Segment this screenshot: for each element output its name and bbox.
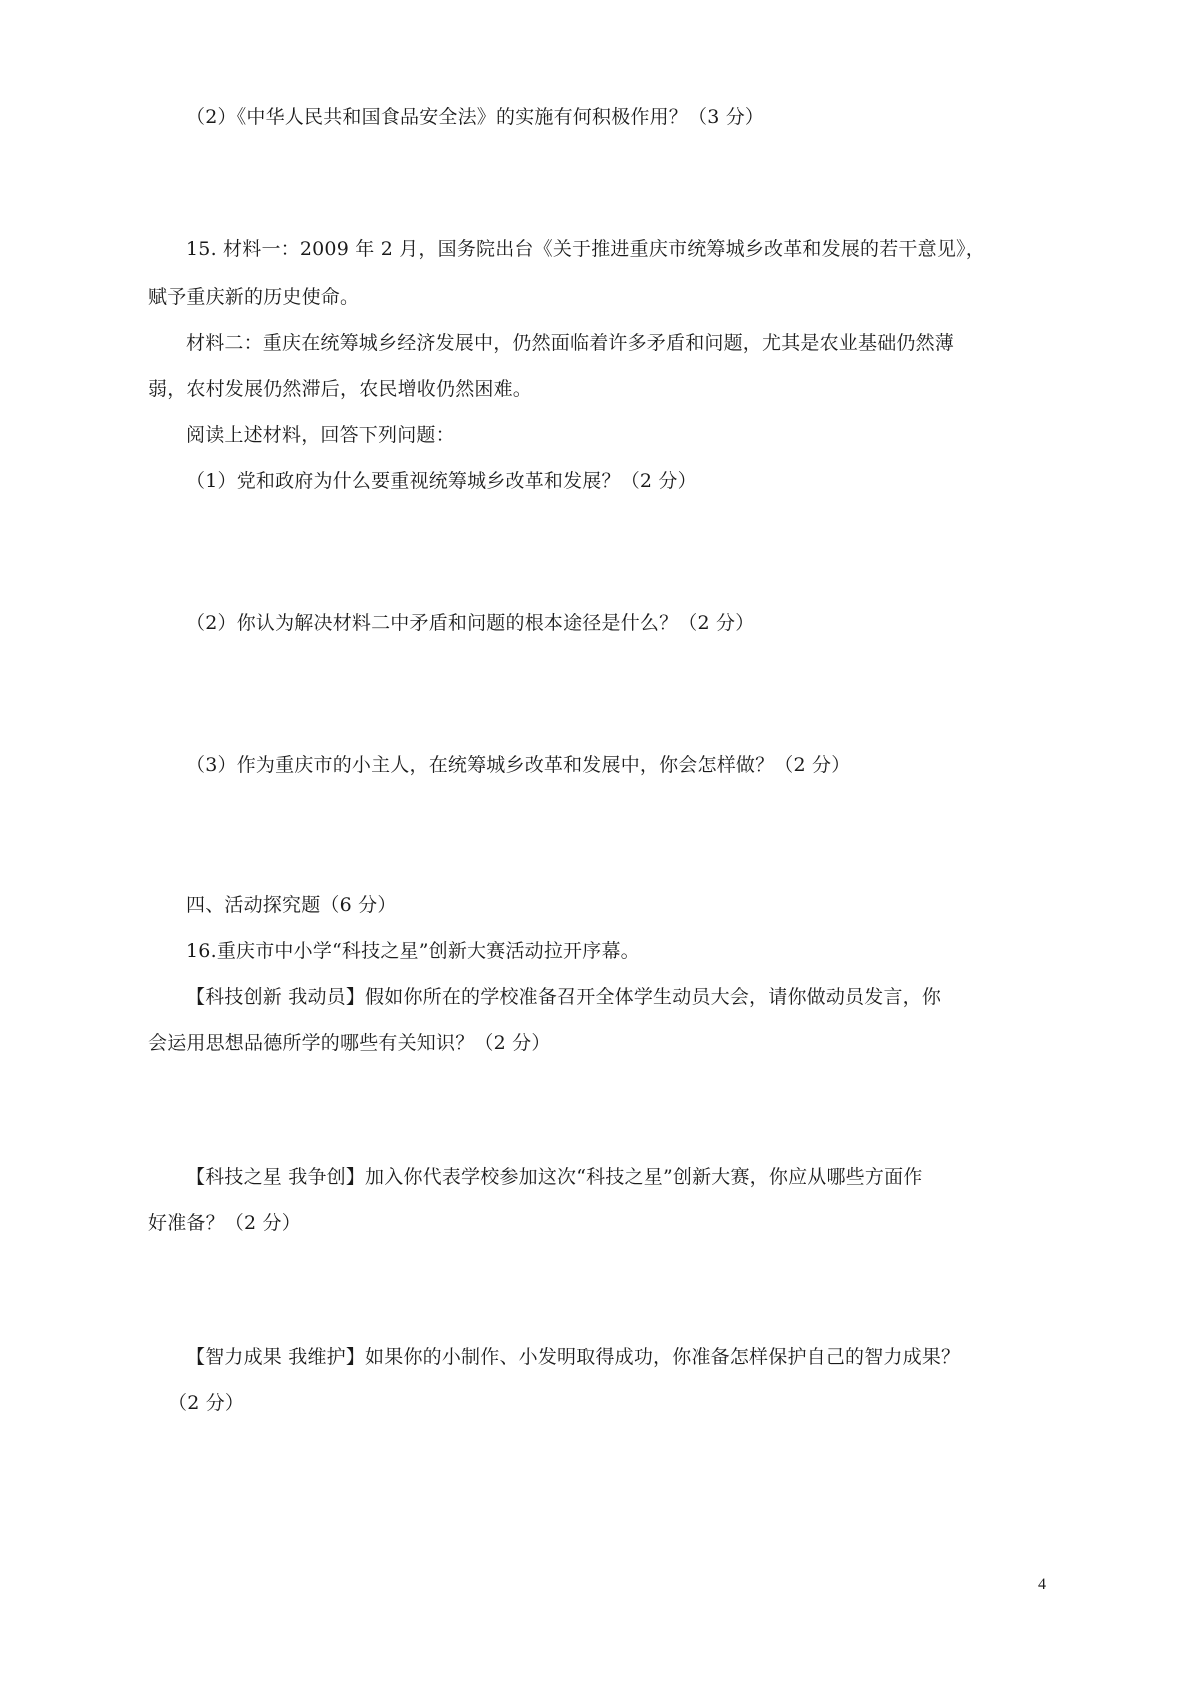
q15-part1: （1）党和政府为什么要重视统筹城乡改革和发展？（2 分）	[186, 470, 697, 492]
q15-material1-line1: 15. 材料一：2009 年 2 月，国务院出台《关于推进重庆市统筹城乡改革和发展的若干意见》，	[186, 238, 985, 260]
q16-item2-line1: 【科技之星 我争创】加入你代表学校参加这次“科技之星”创新大赛，你应从哪些方面作	[186, 1166, 923, 1188]
q16-item3-line2: （2 分）	[168, 1392, 245, 1414]
section4-heading: 四、活动探究题（6 分）	[186, 894, 397, 916]
q16-item3-line1: 【智力成果 我维护】如果你的小制作、小发明取得成功，你准备怎样保护自己的智力成果？	[186, 1346, 961, 1368]
q15-part3: （3）作为重庆市的小主人，在统筹城乡改革和发展中，你会怎样做？（2 分）	[186, 754, 851, 776]
q15-material1-line2: 赋予重庆新的历史使命。	[148, 286, 360, 308]
page-number: 4	[1038, 1576, 1046, 1593]
q15-part2: （2）你认为解决材料二中矛盾和问题的根本途径是什么？（2 分）	[186, 612, 755, 634]
q15-material2-line2: 弱，农村发展仍然滞后，农民增收仍然困难。	[148, 378, 533, 400]
q15-material2-line1: 材料二：重庆在统筹城乡经济发展中，仍然面临着许多矛盾和问题，尤其是农业基础仍然薄	[186, 332, 955, 354]
q16-item1-line1: 【科技创新 我动员】假如你所在的学校准备召开全体学生动员大会，请你做动员发言，你	[186, 986, 942, 1008]
q16-intro: 16.重庆市中小学“科技之星”创新大赛活动拉开序幕。	[186, 940, 640, 962]
q16-item2-line2: 好准备？（2 分）	[148, 1212, 301, 1234]
q14-part2: （2）《中华人民共和国食品安全法》的实施有何积极作用？（3 分）	[186, 106, 765, 128]
q16-item1-line2: 会运用思想品德所学的哪些有关知识？（2 分）	[148, 1032, 551, 1054]
q15-instruction: 阅读上述材料，回答下列问题：	[186, 424, 455, 446]
